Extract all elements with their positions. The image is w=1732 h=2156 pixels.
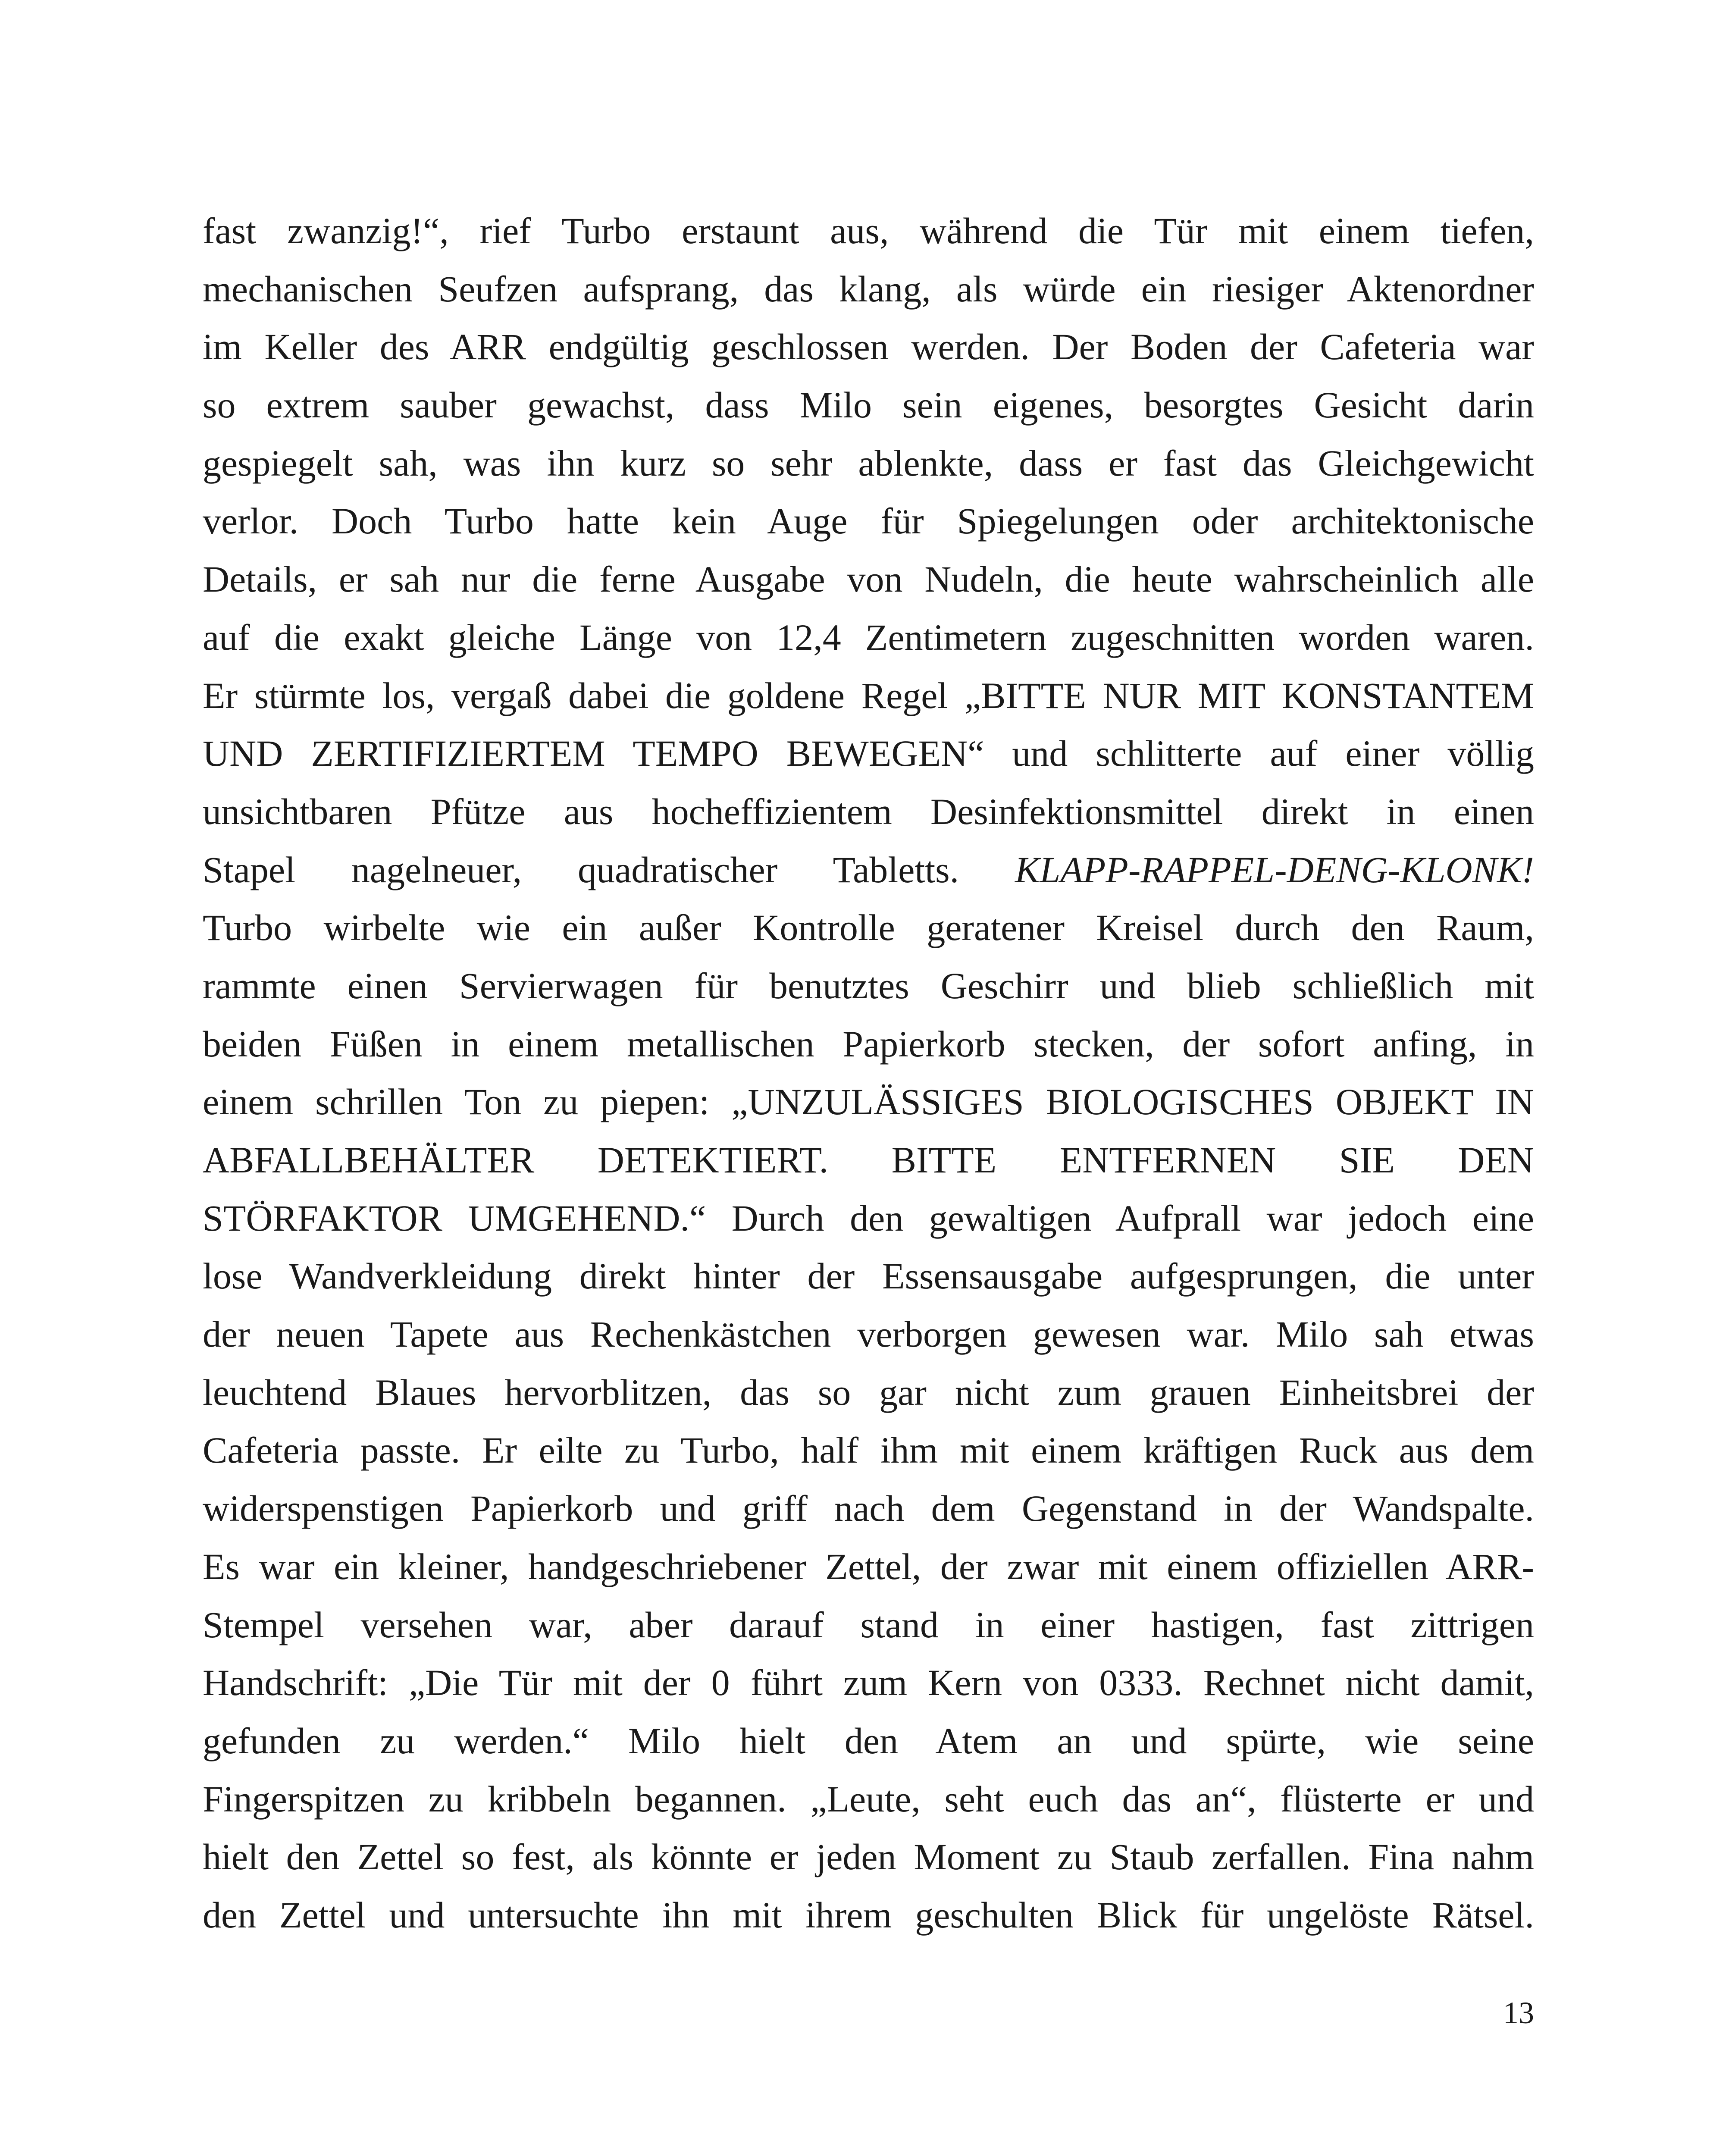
- text-line: fast zwanzig!“, rief Turbo erstaunt aus, während die Tür mit einem tiefen,: [203, 210, 1534, 251]
- text-line: im Keller des ARR endgültig geschlossen werden. Der Boden der Cafeteria war: [203, 326, 1534, 368]
- text-line: Stempel versehen war, aber darauf stand in einer hastigen, fast zittrigen: [203, 1604, 1534, 1645]
- text-line: Turbo wirbelte wie ein außer Kontrolle geratener Kreisel durch den Raum,: [203, 907, 1534, 949]
- text-line: rammte einen Servierwagen für benutztes Geschirr und blieb schließlich mit: [203, 965, 1534, 1006]
- text-line: der neuen Tapete aus Rechenkästchen verborgen gewesen war. Milo sah etwas: [203, 1313, 1534, 1355]
- text-line: Cafeteria passte. Er eilte zu Turbo, half ihm mit einem kräftigen Ruck aus dem: [203, 1429, 1534, 1471]
- text-line: auf die exakt gleiche Länge von 12,4 Zentimetern zugeschnitten worden waren.: [203, 616, 1534, 658]
- text-line: hielt den Zettel so fest, als könnte er jeden Moment zu Staub zerfallen. Fina nahm: [203, 1836, 1534, 1878]
- text-line-with-sound: [203, 841, 1534, 899]
- text-line: so extrem sauber gewachst, dass Milo sein eigenes, besorgtes Gesicht darin: [203, 384, 1534, 426]
- text-line: unsichtbaren Pfütze aus hocheffizientem Desinfektionsmittel direkt in einen: [203, 790, 1534, 832]
- text-line: widerspenstigen Papierkorb und griff nach dem Gegenstand in der Wandspalte.: [203, 1488, 1534, 1529]
- text-line: beiden Füßen in einem metallischen Papierkorb stecken, der sofort anfing, in: [203, 1023, 1534, 1065]
- text-line: leuchtend Blaues hervorblitzen, das so gar nicht zum grauen Einheitsbrei der: [203, 1371, 1534, 1413]
- sound-effect: KLAPP-RAPPEL-DENG-KLONK!: [1015, 849, 1534, 890]
- text-line: gefunden zu werden.“ Milo hielt den Atem an und spürte, wie seine: [203, 1720, 1534, 1761]
- body-text: [203, 202, 1534, 1944]
- text-line: lose Wandverkleidung direkt hinter der Essensausgabe aufgesprungen, die unter: [203, 1255, 1534, 1297]
- text-line: verlor. Doch Turbo hatte kein Auge für Spiegelungen oder architektonische: [203, 500, 1534, 542]
- text-line: STÖRFAKTOR UMGEHEND.“ Durch den gewaltigen Aufprall war jedoch eine: [203, 1197, 1534, 1239]
- text-segment: Stapel nagelneuer, quadratischer Tabletts.: [203, 849, 959, 890]
- text-line: Details, er sah nur die ferne Ausgabe von Nudeln, die heute wahrscheinlich alle: [203, 558, 1534, 600]
- page-number: 13: [1503, 1996, 1534, 2030]
- text-line: ABFALLBEHÄLTER DETEKTIERT. BITTE ENTFERNEN SIE DEN: [203, 1139, 1534, 1181]
- text-line: Es war ein kleiner, handgeschriebener Zettel, der zwar mit einem offiziellen ARR-: [203, 1545, 1534, 1587]
- text-line: Er stürmte los, vergaß dabei die goldene Regel „BITTE NUR MIT KONSTANTEM: [203, 674, 1534, 716]
- text-line: mechanischen Seufzen aufsprang, das klang, als würde ein riesiger Aktenordner: [203, 268, 1534, 310]
- text-line: Fingerspitzen zu kribbeln begannen. „Leute, seht euch das an“, flüsterte er und: [203, 1778, 1534, 1820]
- text-line: den Zettel und untersuchte ihn mit ihrem geschulten Blick für ungelöste Rätsel.: [203, 1894, 1534, 1936]
- text-line: UND ZERTIFIZIERTEM TEMPO BEWEGEN“ und schlitterte auf einer völlig: [203, 733, 1534, 774]
- text-line: Handschrift: „Die Tür mit der 0 führt zum Kern von 0333. Rechnet nicht damit,: [203, 1662, 1534, 1704]
- text-line: gespiegelt sah, was ihn kurz so sehr ablenkte, dass er fast das Gleichgewicht: [203, 442, 1534, 484]
- text-line: einem schrillen Ton zu piepen: „UNZULÄSSIGES BIOLOGISCHES OBJEKT IN: [203, 1081, 1534, 1123]
